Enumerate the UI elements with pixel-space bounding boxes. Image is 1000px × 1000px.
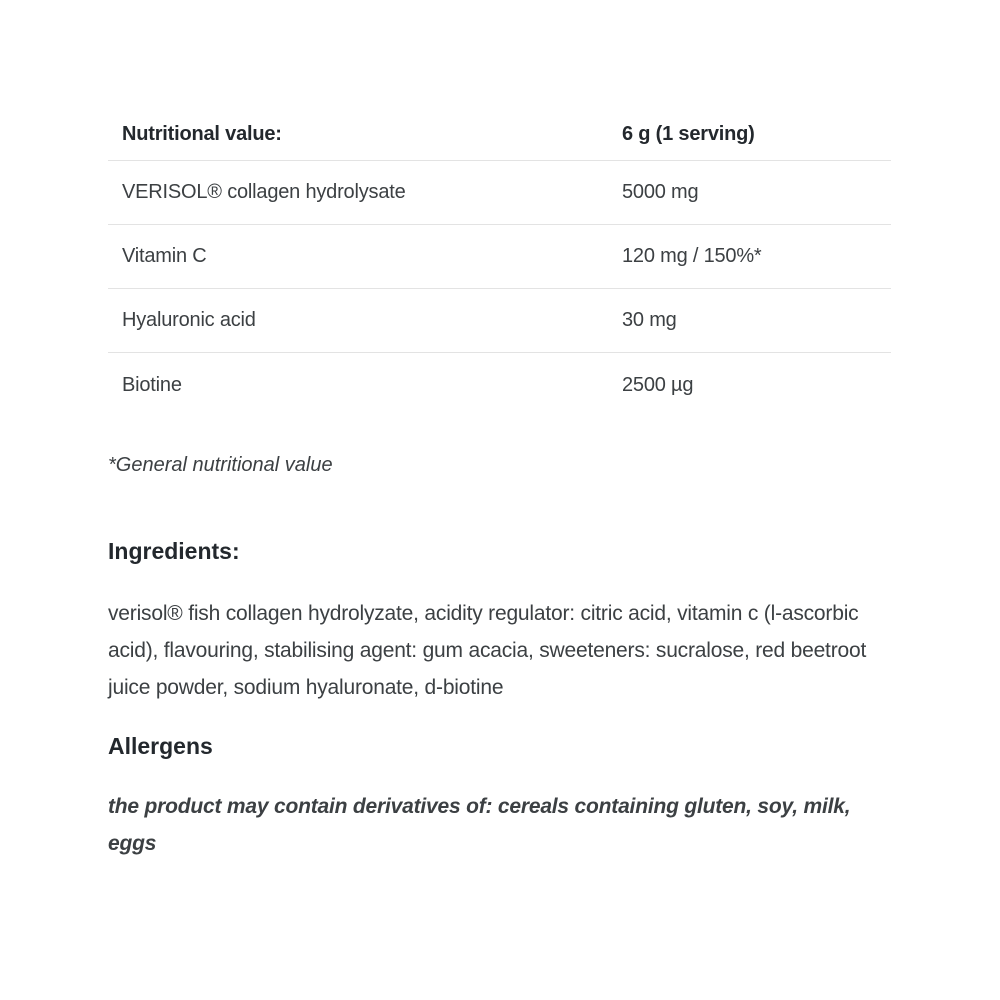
nutrient-value: 30 mg	[622, 309, 677, 331]
nutrient-row-hyaluronic-acid	[108, 289, 891, 353]
ingredients-heading: Ingredients:	[108, 538, 240, 564]
nutrition-table-header-label: Nutritional value:	[122, 122, 282, 145]
nutrient-value: 5000 mg	[622, 181, 699, 203]
allergens-heading: Allergens	[108, 733, 213, 759]
nutrient-value: 120 mg / 150%*	[622, 245, 762, 267]
nutrition-table-header-row	[108, 108, 891, 161]
nutrient-row-biotine	[108, 353, 891, 417]
nutrient-value: 2500 µg	[622, 373, 694, 396]
nutrition-table	[108, 108, 891, 417]
general-nutritional-value-footnote: *General nutritional value	[108, 454, 333, 476]
nutrient-label: Vitamin C	[122, 245, 207, 267]
nutrient-label: Biotine	[122, 373, 182, 396]
nutrient-label: VERISOL® collagen hydrolysate	[122, 181, 406, 203]
allergens-text: the product may contain derivatives of: cereals containing gluten, soy, milk, eggs	[108, 795, 851, 855]
nutrient-row-vitamin-c	[108, 225, 891, 289]
nutrition-table-header-value: 6 g (1 serving)	[622, 122, 755, 145]
nutrient-row-collagen	[108, 161, 891, 225]
product-details-section	[108, 108, 891, 862]
ingredients-text: verisol® fish collagen hydrolyzate, acidity regulator: citric acid, vitamin c (l-ascorbic acid), flavouring, stabilising agent: gum acacia, sweeteners: sucralose, red beetroot juice powder, sodium hyaluronate, d-biotine	[108, 602, 867, 699]
nutrient-label: Hyaluronic acid	[122, 309, 256, 331]
